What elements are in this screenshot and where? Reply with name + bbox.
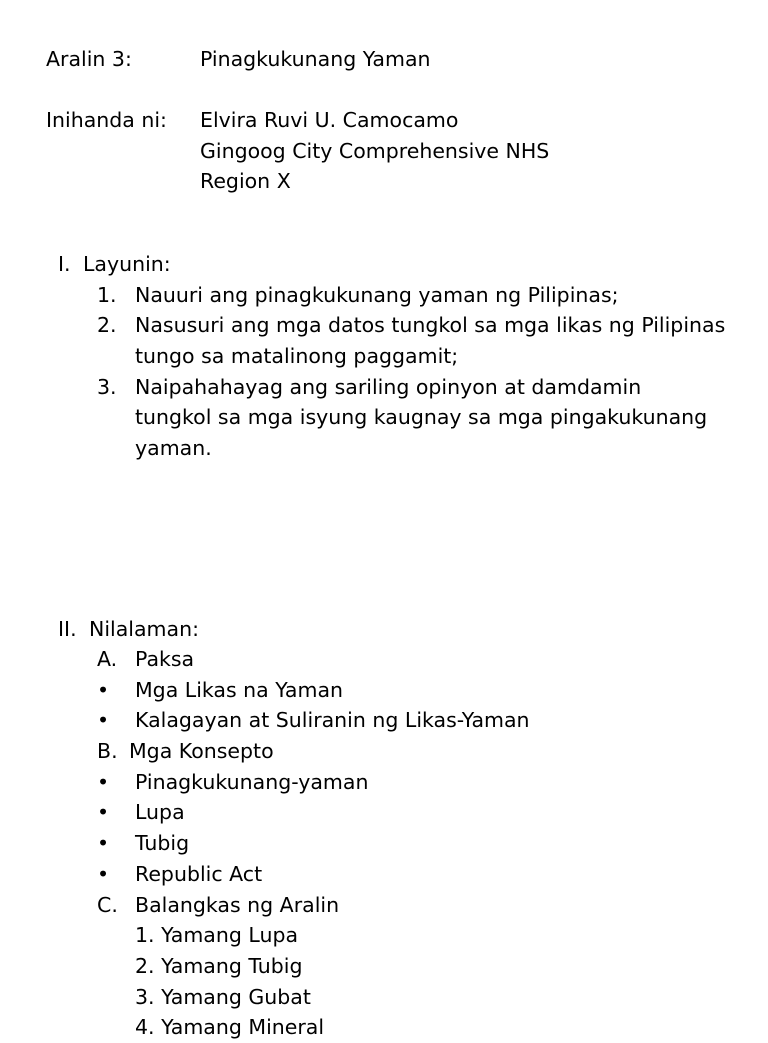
topic-bullet-2: Kalagayan at Suliranin ng Likas-Yaman [135,708,530,732]
subsection-c-title: Balangkas ng Aralin [135,893,340,917]
objective-3-text-line-1: Naipahahayag ang sariling opinyon at damdamin [135,375,642,399]
objective-3-number: 3. [97,375,117,399]
concept-bullet-4: Republic Act [135,862,263,886]
bullet-glyph: • [97,831,110,855]
concept-bullet-1: Pinagkukunang-yaman [135,770,369,794]
subsection-b-title: Mga Konsepto [129,739,274,763]
concept-bullet-3: Tubig [135,831,190,855]
topic-bullet-1: Mga Likas na Yaman [135,678,344,702]
outline-item-3: 3. Yamang Gubat [135,985,311,1009]
objective-3-text-line-2: tungkol sa mga isyung kaugnay sa mga pingakukunang [135,405,708,429]
bullet-glyph: • [97,800,110,824]
concept-bullet-2: Lupa [135,800,185,824]
outline-item-4: 4. Yamang Mineral [135,1015,325,1039]
outline-item-2: 2. Yamang Tubig [135,954,303,978]
lesson-label: Aralin 3: [46,47,132,71]
author-name: Elvira Ruvi U. Camocamo [200,108,459,132]
subsection-b-letter: B. [97,739,118,763]
section-2-title: Nilalaman: [89,617,199,641]
bullet-glyph: • [97,708,110,732]
lesson-title: Pinagkukunang Yaman [200,47,431,71]
objective-2-text-line-1: Nasusuri ang mga datos tungkol sa mga likas ng Pilipinas [135,313,726,337]
objective-3-text-line-3: yaman. [135,436,212,460]
objective-1-text: Nauuri ang pinagkukunang yaman ng Pilipinas; [135,283,619,307]
subsection-a-letter: A. [97,647,118,671]
subsection-c-letter: C. [97,893,118,917]
prepared-by-label: Inihanda ni: [46,108,167,132]
subsection-a-title: Paksa [135,647,195,671]
outline-item-1: 1. Yamang Lupa [135,923,299,947]
section-2-numeral: II. [58,617,77,641]
bullet-glyph: • [97,678,110,702]
objective-2-number: 2. [97,313,117,337]
bullet-glyph: • [97,862,110,886]
school-name: Gingoog City Comprehensive NHS [200,139,550,163]
objective-1-number: 1. [97,283,117,307]
section-1-numeral: I. [58,252,71,276]
region-name: Region X [200,169,291,193]
bullet-glyph: • [97,770,110,794]
section-1-title: Layunin: [83,252,171,276]
objective-2-text-line-2: tungo sa matalinong paggamit; [135,344,459,368]
